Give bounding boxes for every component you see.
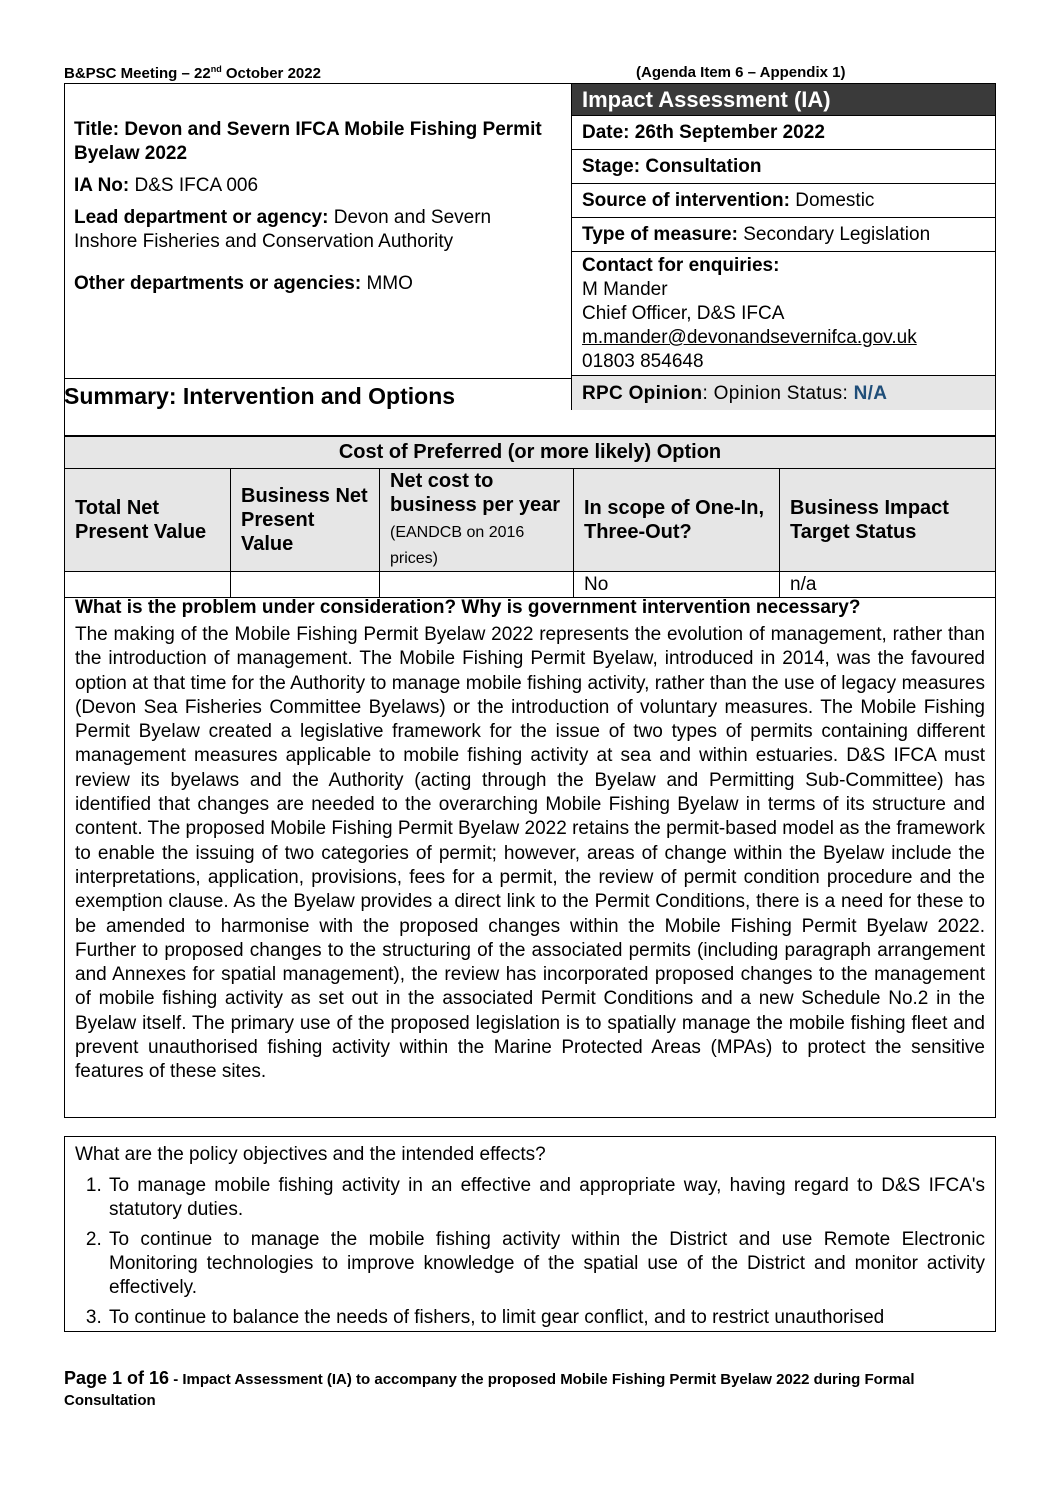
ia-heading: Impact Assessment (IA) xyxy=(572,84,995,115)
meeting-header: B&PSC Meeting – 22nd October 2022 xyxy=(64,64,321,82)
col-business-npv: Business Net Present Value xyxy=(231,469,380,572)
summary-heading: Summary: Intervention and Options xyxy=(64,378,571,411)
contact-name: M Mander xyxy=(582,279,668,300)
ia-number: IA No: D&S IFCA 006 xyxy=(74,175,259,196)
cell-bit-status: n/a xyxy=(780,572,996,598)
list-item: 3. To continue to balance the needs of fishers, to limit gear conflict, and to restrict unauthorised xyxy=(107,1306,985,1330)
contact-email-link[interactable]: m.mander@devonandsevernifca.gov.uk xyxy=(582,327,917,348)
problem-question: What is the problem under consideration? Why is government intervention necessary? xyxy=(75,597,861,618)
cost-table xyxy=(64,436,996,598)
col-net-cost: Net cost to business per year (EANDCB on 2016 prices) xyxy=(380,469,574,572)
stage-row: Stage: Consultation xyxy=(572,149,995,183)
rpc-opinion-row: RPC Opinion: Opinion Status: N/A xyxy=(572,375,995,410)
measure-row: Type of measure: Secondary Legislation xyxy=(572,217,995,251)
date-row: Date: 26th September 2022 xyxy=(572,115,995,149)
contact-phone: 01803 854648 xyxy=(582,351,704,372)
col-total-npv: Total Net Present Value xyxy=(65,469,231,572)
contact-row xyxy=(572,251,995,375)
document-title: Title: Devon and Severn IFCA Mobile Fishing Permit Byelaw 2022 xyxy=(74,119,542,164)
policy-question: What are the policy objectives and the intended effects? xyxy=(75,1144,546,1165)
other-departments: Other departments or agencies: MMO xyxy=(74,273,413,294)
contact-role: Chief Officer, D&S IFCA xyxy=(582,303,785,324)
policy-section xyxy=(64,1136,996,1332)
page-footer xyxy=(64,1368,1004,1411)
cost-table-title: Cost of Preferred (or more likely) Option xyxy=(65,437,996,469)
problem-body: The making of the Mobile Fishing Permit Byelaw 2022 represents the evolution of management, rather than the introduction of management. The Mobile Fishing Permit Byelaw, introduced in 2014, was the favoured option at that time for the Authority to manage mobile fishing activity, rather than the use of legacy measures (Devon Sea Fisheries Committee Byelaws) or the introduction of voluntary measures. The Mobile Fishing Permit Byelaw created a legislative framework for the issue of two types of permits containing different management measures applicable to mobile fishing activity at sea and within estuaries. D&S IFCA must review its byelaws and the Authority (acting through the Byelaw and Permitting Sub-Committee) has identified that changes are needed to the overarching Mobile Fishing Byelaw in terms of its structure and content. The proposed Mobile Fishing Permit Byelaw 2022 retains the permit-based model as the framework to enable the issuing of two categories of permit; however, areas of change within the Byelaw include the interpretations, application, provisions, fees for a permit, the review of permit condition procedure and the exemption clause. As the Byelaw provides a direct link to the Permit Conditions, there is a need for these to be amended to harmonise with the proposed changes within the Mobile Fishing Permit Byelaw 2022. Further to proposed changes to the structuring of the associated permits (including paragraph arrangement and Annexes for spatial management), the review has incorporated proposed changes to the management of mobile fishing activity as set out in the associated Permit Conditions and a new Schedule No.2 in the Byelaw itself. The primary use of the proposed legislation is to spatially manage the mobile fishing fleet and prevent unauthorised fishing activity within the Marine Protected Areas (MPAs) to protect the sensitive features of these sites. xyxy=(75,624,985,1083)
page-number: Page 1 of 16 xyxy=(64,1368,170,1388)
lead-department: Lead department or agency: Devon and Severn Inshore Fisheries and Conservation Authority xyxy=(74,207,492,252)
col-scope: In scope of One-In, Three-Out? xyxy=(574,469,780,572)
policy-list xyxy=(75,1174,985,1330)
cell-scope: No xyxy=(574,572,780,598)
problem-section xyxy=(64,590,996,1118)
agenda-reference: (Agenda Item 6 – Appendix 1) xyxy=(636,64,846,81)
info-block xyxy=(571,83,996,410)
source-row: Source of intervention: Domestic xyxy=(572,183,995,217)
col-bit-status: Business Impact Target Status xyxy=(780,469,996,572)
blank-row xyxy=(64,410,996,436)
list-item: 2. To continue to manage the mobile fishing activity within the District and use Remote Electronic Monitoring technologies to improve knowledge of the spatial use of the District and monitor activity effectively. xyxy=(107,1228,985,1300)
title-block xyxy=(64,83,571,378)
list-item: 1. To manage mobile fishing activity in an effective and appropriate way, having regard to D&S IFCA's statutory duties. xyxy=(107,1174,985,1222)
contact-label: Contact for enquiries: xyxy=(582,255,780,276)
footer-text: - Impact Assessment (IA) to accompany the proposed Mobile Fishing Permit Byelaw 2022 during Formal Consultation xyxy=(64,1371,915,1409)
